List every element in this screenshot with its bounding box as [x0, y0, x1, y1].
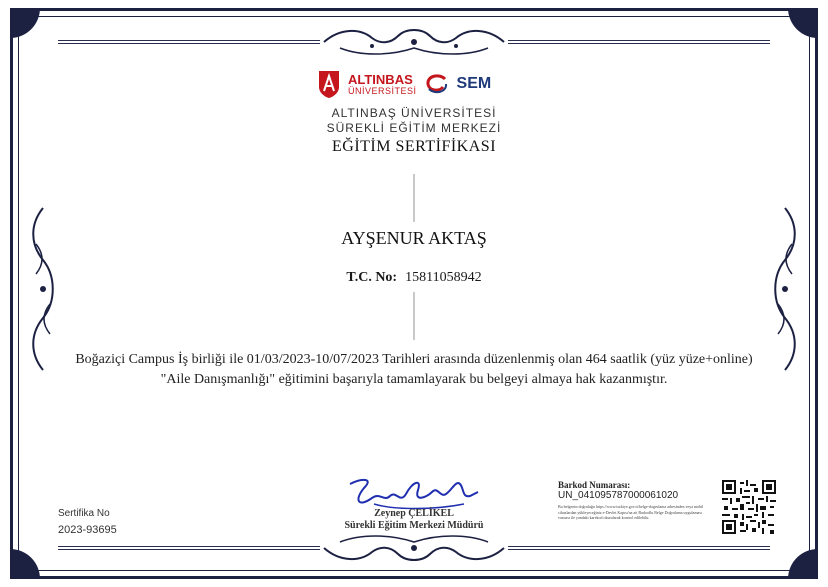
tc-label: T.C. No:	[346, 270, 398, 285]
certificate-body-text: Boğaziçi Campus İş birliği ile 01/03/2023-10/07/2023 Tarihleri arasında düzenlenmiş olan 464 saatlik (yüz yüze+online) "Aile Danışmanlığı" eğitimini başarıyla tamamlayarak bu belgeyi almaya hak kazanmıştır.	[75, 352, 753, 387]
top-rule-right	[508, 40, 770, 44]
tc-value: 15811058942	[405, 270, 482, 285]
certificate-title: EĞİTİM SERTİFİKASI	[331, 138, 497, 155]
sem-logo: SEM	[456, 75, 492, 92]
qr-code-icon[interactable]	[722, 480, 776, 534]
signatory-name: Zeynep ÇELİKEL	[374, 508, 454, 519]
bottom-scroll-ornament	[320, 528, 508, 568]
altinbas-logo	[348, 73, 417, 96]
tc-number-row	[0, 270, 828, 286]
bottom-rule-left	[58, 546, 320, 550]
logo-group	[318, 66, 512, 102]
certificate-number-value: 2023-93695	[58, 524, 117, 536]
top-rule-left	[58, 40, 320, 44]
altinbas-logo-subtitle: ÜNİVERSİTESİ	[348, 85, 417, 96]
org-line-2: SÜREKLİ EĞİTİM MERKEZİ	[326, 121, 502, 135]
certificate-number-label: Sertifika No	[58, 508, 110, 519]
recipient-name: AYŞENUR AKTAŞ	[341, 228, 487, 248]
barcode-verification-note: Bu belgenin doğruluğu https://www.turkiye.gov.tr/belge-dogrulama adresinden veya mobil cihazlardan yükleyeceğiniz e-Devlet Kapısı'na ait Barkodlu Belge Doğrulama uygulaması vasıtası ile yandaki karekod okutularak kontrol edilebilir.	[558, 504, 704, 520]
bottom-rule-right	[508, 546, 770, 550]
altinbas-shield-icon	[318, 69, 340, 99]
signatory-title: Sürekli Eğitim Merkezi Müdürü	[344, 520, 484, 531]
top-scroll-ornament	[320, 22, 508, 62]
barcode-label: Barkod Numarası:	[558, 480, 631, 490]
sem-swirl-icon	[425, 74, 449, 94]
signature-image	[344, 474, 484, 512]
altinbas-logo-name: ALTINBAS	[348, 71, 413, 87]
org-line-1: ALTINBAŞ ÜNİVERSİTESİ	[331, 106, 497, 120]
lower-vertical-divider	[413, 292, 415, 340]
barcode-value: UN_041095787000061020	[558, 490, 679, 501]
upper-vertical-divider	[413, 174, 415, 222]
